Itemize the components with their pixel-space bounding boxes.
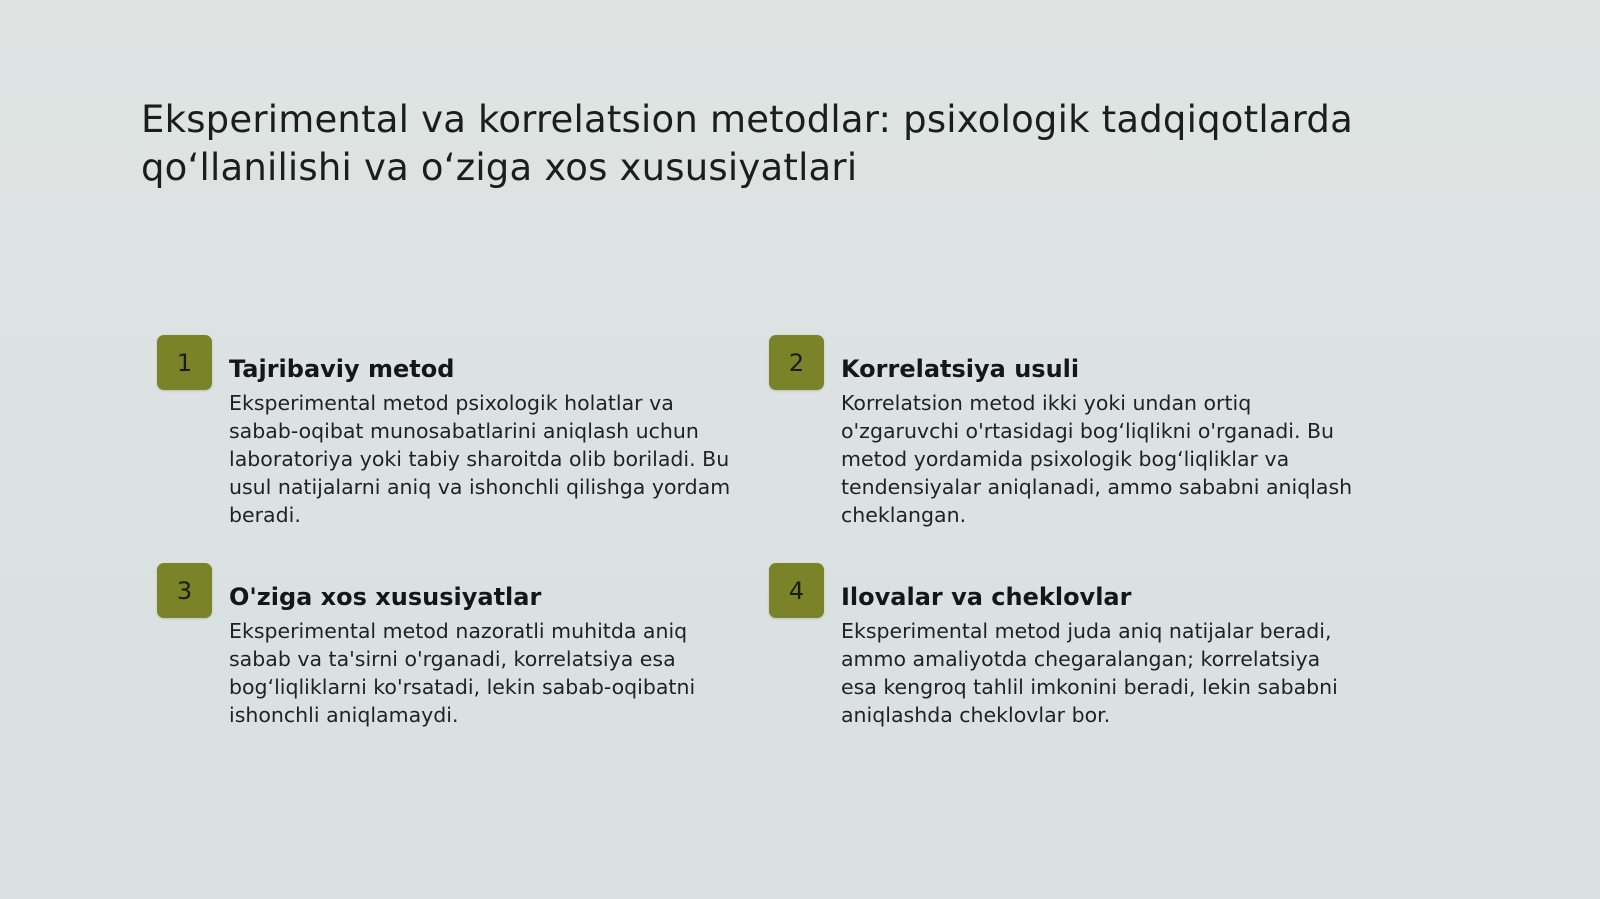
card-title: Korrelatsiya usuli bbox=[841, 355, 1080, 383]
slide-title-line-1: Eksperimental va korrelatsion metodlar: psixologik tadqiqotlarda bbox=[141, 98, 1353, 141]
slide-title bbox=[141, 96, 1441, 192]
card-title: Ilovalar va cheklovlar bbox=[841, 583, 1132, 611]
slide-title-line-2: qo‘llanilishi va o‘ziga xos xususiyatlari bbox=[141, 146, 858, 189]
card-number-badge: 1 bbox=[157, 335, 212, 390]
card-number-badge: 2 bbox=[769, 335, 824, 390]
card-body: Eksperimental metod nazoratli muhitda aniq sabab va ta'sirni o'rganadi, korrelatsiya esa bog‘liqliklarni ko'rsatadi, lekin sabab-oqibatni ishonchli aniqlamaydi. bbox=[229, 619, 696, 727]
card-title: O'ziga xos xususiyatlar bbox=[229, 583, 542, 611]
card-body: Eksperimental metod psixologik holatlar va sabab-oqibat munosabatlarini aniqlash uchun laboratoriya yoki tabiy sharoitda olib boriladi. Bu usul natijalarni aniq va ishonchli qilishga yordam beradi. bbox=[229, 391, 731, 527]
card-number-badge: 4 bbox=[769, 563, 824, 618]
card-title: Tajribaviy metod bbox=[229, 355, 455, 383]
card-number-badge: 3 bbox=[157, 563, 212, 618]
card-body: Korrelatsion metod ikki yoki undan ortiq o'zgaruvchi o'rtasidagi bog‘liqlikni o'rganadi. Bu metod yordamida psixologik bog‘liqliklar va tendensiyalar aniqlanadi, ammo sababni aniqlash cheklangan. bbox=[841, 391, 1353, 527]
card-body: Eksperimental metod juda aniq natijalar beradi, ammo amaliyotda chegaralangan; korrelatsiya esa kengroq tahlil imkonini beradi, lekin sababni aniqlashda cheklovlar bor. bbox=[841, 619, 1338, 727]
